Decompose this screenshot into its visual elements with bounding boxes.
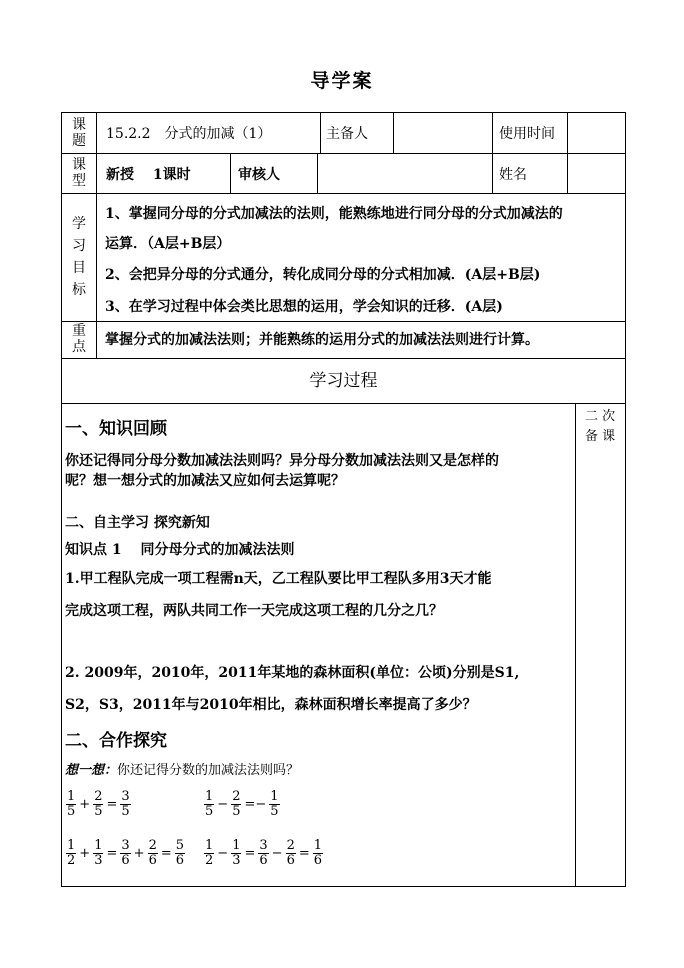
review-line1: 你还记得同分母分数加减法法则吗？异分母分数加减法法则又是怎样的 <box>65 453 499 469</box>
equals-sign: = <box>106 846 118 861</box>
objectives-label-text: 学习目标 <box>72 216 86 298</box>
fraction: $\frac{2}{6}$ <box>286 838 295 868</box>
operator: + <box>79 846 91 861</box>
think-text: 你还记得分数的加减法法则吗？ <box>117 763 300 778</box>
fraction: $\frac{2}{5}$ <box>94 789 103 819</box>
col-divider <box>320 113 321 153</box>
question-2-line2: S2，S3，2011年与2010年相比，森林面积增长率提高了多少？ <box>65 697 477 713</box>
col-divider <box>317 153 318 193</box>
review-line2: 呢？想一想分式的加减法又应如何去运算呢？ <box>65 473 345 489</box>
row-divider <box>62 193 625 194</box>
question-1-line2: 完成这项工程，两队共同工作一天完成这项工程的几分之几？ <box>65 603 443 619</box>
equals-sign: =− <box>244 797 267 812</box>
self-study-title: 二、自主学习 探究新知 <box>65 515 210 531</box>
fraction: $\frac{1}{6}$ <box>313 838 323 868</box>
objective-1b: 运算．（A层+B层） <box>105 236 231 252</box>
process-title: 学习过程 <box>309 371 378 391</box>
col-divider <box>567 113 568 193</box>
equals-sign: = <box>160 846 172 861</box>
reviewer-label: 审核人 <box>238 167 280 183</box>
lesson-plan-table <box>61 112 626 887</box>
key-points-label <box>64 323 94 355</box>
cooperation-title: 二、合作探究 <box>65 731 167 751</box>
fraction: $\frac{2}{6}$ <box>148 838 157 868</box>
key-points-label-text: 重点 <box>72 323 86 355</box>
equals-sign: = <box>244 846 256 861</box>
equation-2 <box>203 790 281 819</box>
side-note-line1: 二 次 <box>585 409 616 424</box>
fraction: $\frac{3}{5}$ <box>121 789 130 819</box>
fraction: 1 2 <box>67 838 76 868</box>
row-divider <box>62 403 625 404</box>
row-divider <box>62 321 625 322</box>
preparer-label: 主备人 <box>326 126 368 142</box>
row-divider <box>62 358 625 359</box>
side-note-line2: 备 课 <box>585 429 616 444</box>
topic-value: 15.2.2 分式的加减（1） <box>106 126 272 142</box>
question-2-line1: 2. 2009年，2010年，2011年某地的森林面积(单位：公顷)分别是S1, <box>65 665 520 681</box>
operator: + <box>133 846 145 861</box>
fraction: $\frac{1}{5}$ <box>270 789 279 819</box>
fraction: $\frac{3}{6}$ <box>259 838 268 868</box>
review-title: 一、知识回顾 <box>65 419 167 439</box>
operator: + <box>79 797 91 812</box>
equation-4 <box>203 839 324 868</box>
objective-3: 3、在学习过程中体会类比思想的运用，学会知识的迁移．(A层) <box>105 299 503 315</box>
row-divider <box>62 153 625 154</box>
objective-2: 2、会把异分母的分式通分，转化成同分母的分式相加减．(A层+B层) <box>105 267 541 283</box>
lesson-type-value: 新授 1课时 <box>106 167 191 183</box>
col-divider <box>230 153 231 193</box>
operator: − <box>217 797 229 812</box>
col-divider <box>96 113 97 358</box>
fraction: 1 5 <box>205 789 214 819</box>
think-label: 想一想： <box>65 763 118 778</box>
fraction: $\frac{1}{3}$ <box>232 838 241 868</box>
question-1-line1: 1.甲工程队完成一项工程需n天，乙工程队要比甲工程队多用3天才能 <box>65 571 492 587</box>
time-label: 使用时间 <box>499 126 555 142</box>
col-divider <box>393 113 394 153</box>
fraction: $\frac{5}{6}$ <box>175 838 185 868</box>
objective-1: 1、掌握同分母的分式加减法的法则，能熟练地进行同分母的分式加减法的 <box>105 206 563 222</box>
name-label: 姓名 <box>499 167 527 183</box>
col-divider <box>492 113 493 193</box>
page-title: 导学案 <box>310 70 374 92</box>
fraction: $\frac{3}{6}$ <box>121 838 130 868</box>
topic-label <box>64 117 94 149</box>
knowledge-point: 知识点 1 同分母分式的加减法法则 <box>65 542 295 558</box>
equation-3 <box>65 839 186 868</box>
operator: − <box>217 846 229 861</box>
objectives-label <box>64 213 94 301</box>
think-prompt <box>65 764 299 777</box>
operator: − <box>271 846 283 861</box>
lesson-type-label-text: 课型 <box>72 157 86 189</box>
fraction: 1 5 <box>67 789 76 819</box>
equation-1 <box>65 790 132 819</box>
lesson-type-label <box>64 157 94 189</box>
fraction: $\frac{1}{3}$ <box>94 838 103 868</box>
col-divider <box>575 403 576 886</box>
topic-label-text: 课题 <box>72 117 86 149</box>
fraction: $\frac{2}{5}$ <box>232 789 241 819</box>
key-points-text: 掌握分式的加减法法则；并能熟练的运用分式的加减法法则进行计算。 <box>105 332 539 348</box>
equals-sign: = <box>298 846 310 861</box>
equals-sign: = <box>106 797 118 812</box>
fraction: 1 2 <box>205 838 214 868</box>
